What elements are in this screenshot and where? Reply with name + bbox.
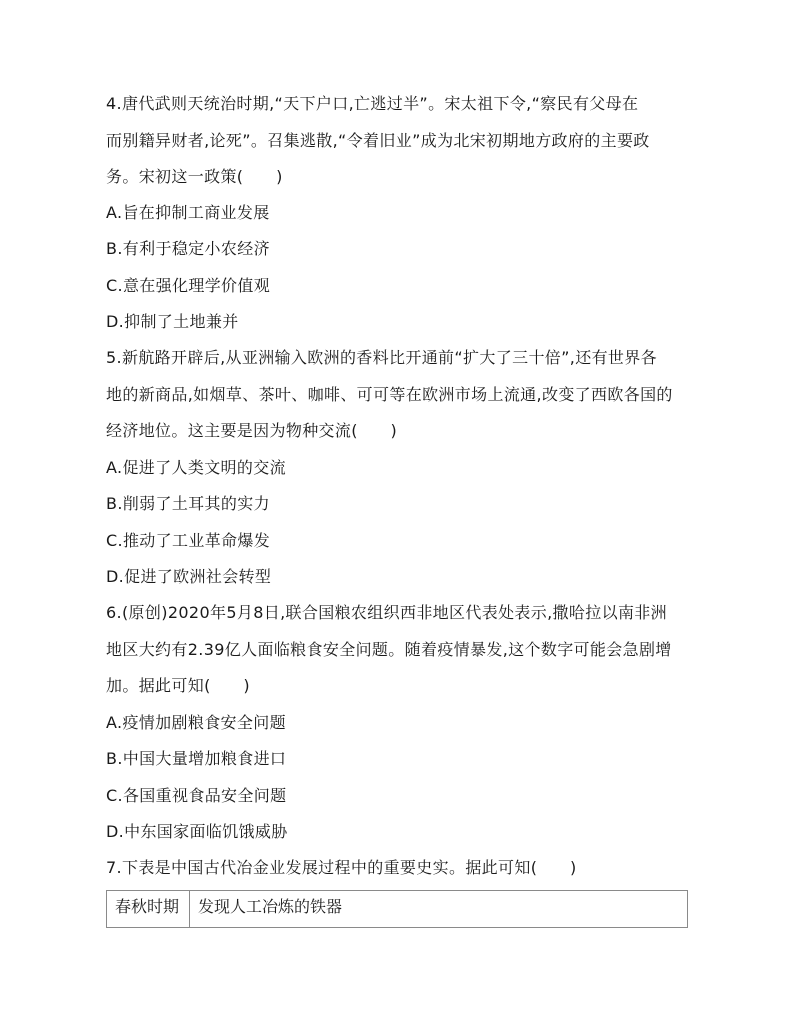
question-4-stem-line-3: 务。宋初这一政策( ): [106, 167, 283, 186]
question-6-stem-line-2: 地区大约有2.39亿人面临粮食安全问题。随着疫情暴发,这个数字可能会急剧增: [106, 640, 672, 659]
question-6-stem-line-1: 6.(原创)2020年5月8日,联合国粮农组织西非地区代表处表示,撒哈拉以南非洲: [106, 603, 668, 622]
question-5-option-c: C.推动了工业革命爆发: [106, 531, 271, 550]
question-6-option-d: D.中东国家面临饥饿威胁: [106, 822, 288, 841]
question-6-option-c: C.各国重视食品安全问题: [106, 786, 287, 805]
question-4-option-a: A.旨在抑制工商业发展: [106, 203, 270, 222]
question-6-option-a: A.疫情加剧粮食安全问题: [106, 713, 286, 732]
question-5-stem-line-2: 地的新商品,如烟草、茶叶、咖啡、可可等在欧洲市场上流通,改变了西欧各国的: [106, 385, 673, 404]
question-5-stem-line-3: 经济地位。这主要是因为物种交流( ): [106, 421, 398, 440]
question-4-option-c: C.意在强化理学价值观: [106, 276, 271, 295]
question-6-stem-line-3: 加。据此可知( ): [106, 676, 250, 695]
question-7-stem-line-1: 7.下表是中国古代冶金业发展过程中的重要史实。据此可知( ): [106, 858, 577, 877]
question-5-option-d: D.促进了欧洲社会转型: [106, 567, 272, 586]
table-cell-fact: 发现人工冶炼的铁器: [190, 891, 688, 928]
table-cell-period: 春秋时期: [107, 891, 190, 928]
question-4-option-b: B.有利于稳定小农经济: [106, 239, 270, 258]
history-table: [106, 890, 688, 928]
question-4-stem-line-1: 4.唐代武则天统治时期,“天下户口,亡逃过半”。宋太祖下令,“察民有父母在: [106, 94, 639, 113]
question-5-stem-line-1: 5.新航路开辟后,从亚洲输入欧洲的香料比开通前“扩大了三十倍”,还有世界各: [106, 348, 657, 367]
question-4-stem-line-2: 而别籍异财者,论死”。召集逃散,“令着旧业”成为北宋初期地方政府的主要政: [106, 131, 650, 150]
question-5-option-b: B.削弱了土耳其的实力: [106, 494, 270, 513]
table-row: [107, 891, 688, 928]
question-5-option-a: A.促进了人类文明的交流: [106, 458, 286, 477]
question-6-option-b: B.中国大量增加粮食进口: [106, 749, 287, 768]
question-4-option-d: D.抑制了土地兼并: [106, 312, 239, 331]
